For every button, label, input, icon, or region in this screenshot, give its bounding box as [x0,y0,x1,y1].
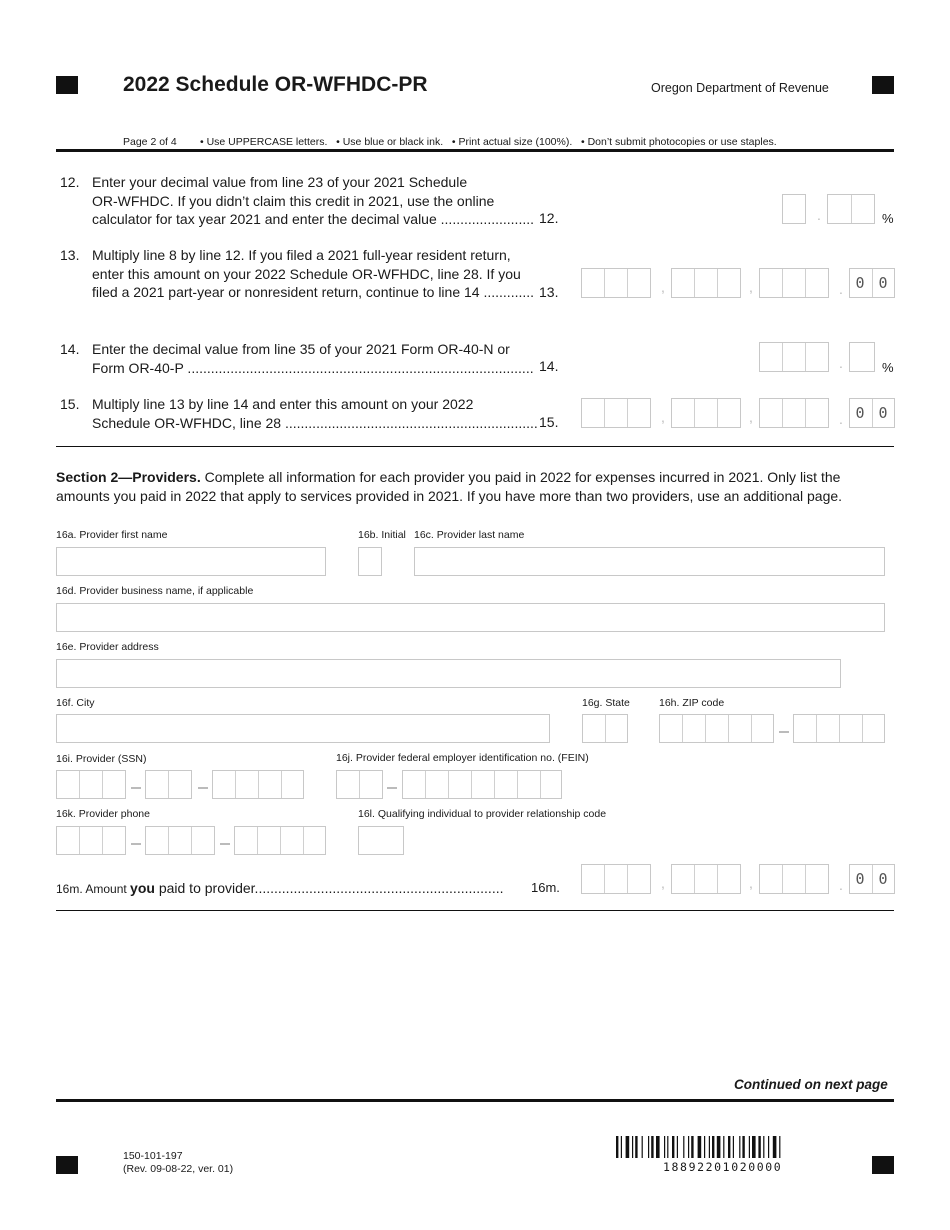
line-text: Schedule OR-WFHDC, line 28 ................................................................. [92,414,538,431]
cents-digit: 0 [878,274,888,292]
fein-part-2[interactable] [402,770,562,799]
line-16m-prefix: 16m. Amount [56,882,131,896]
registration-mark [56,1156,78,1174]
field-label-16g: 16g. State [582,697,630,709]
line-text: filed a 2021 part-year or nonresident return, continue to line 14 ............. [92,284,535,300]
ssn-part-1[interactable] [56,770,126,799]
line-14 [60,340,580,380]
field-label-16d: 16d. Provider business name, if applicable [56,585,254,597]
line-number: 13. [60,247,80,263]
field-label-16c: 16c. Provider last name [414,529,525,541]
section-2-intro [56,468,896,506]
registration-mark [872,76,894,94]
field-label-16h: 16h. ZIP code [659,697,725,709]
line-text: Enter the decimal value from line 35 of your 2021 Form OR-40-N or [92,341,510,357]
line-number: 15. [60,396,80,412]
line-text: Enter your decimal value from line 23 of your 2021 Schedule [92,174,468,190]
ssn-part-2[interactable] [145,770,192,799]
city-input[interactable] [56,714,550,743]
line-16m-ref: 16m. [531,880,560,895]
line-text: Multiply line 8 by line 12. If you filed a 2021 full-year resident return, [92,247,511,263]
dash [131,843,141,845]
fein-part-1[interactable] [336,770,383,799]
line-text: Form OR-40-P ......................................................................................... [92,359,534,376]
provider-initial-input[interactable] [358,547,382,576]
zip-code-input[interactable] [659,714,774,743]
percent-sign: % [882,211,894,226]
section-divider [56,446,894,447]
field-label-16k: 16k. Provider phone [56,808,150,820]
phone-line[interactable] [234,826,326,855]
form-number: 150-101-197 [123,1150,183,1162]
provider-first-name-input[interactable] [56,547,326,576]
state-input[interactable] [582,714,628,743]
cents-digit: 0 [878,870,888,888]
field-label-16a: 16a. Provider first name [56,529,168,541]
field-label-16j: 16j. Provider federal employer identification no. (FEIN) [336,752,589,764]
dash [779,731,789,733]
line-12 [60,173,580,233]
section-2-text: Complete all information for each provider you paid in 2022 for expenses incurred in 2021. Only list the amounts you paid in 2022 that apply to services provided in 2021. If you have more than two providers, use an additional page. [56,469,843,504]
field-label-16f: 16f. City [56,697,95,709]
thousands-box[interactable] [671,864,741,894]
millions-box[interactable] [581,268,651,298]
line-12-ref: 12. [539,210,559,226]
line-15 [60,395,580,435]
line-16m-suffix: paid to provider................................................................ [154,880,504,896]
line-14-decimal-box[interactable] [849,342,875,372]
footer-rule [56,1099,894,1102]
ssn-part-3[interactable] [212,770,304,799]
relationship-code-input[interactable] [358,826,404,855]
percent-sign: % [882,360,894,375]
cents-digit: 0 [855,274,865,292]
line-12-decimal-box[interactable] [827,194,875,224]
field-label-16e: 16e. Provider address [56,641,159,653]
form-revision: (Rev. 09-08-22, ver. 01) [123,1163,234,1175]
provider-business-name-input[interactable] [56,603,885,632]
barcode-number: 18892201020000 [663,1160,783,1174]
decimal-point: . [817,207,821,223]
continued-note: Continued on next page [734,1077,888,1092]
phone-prefix[interactable] [145,826,215,855]
field-label-16i: 16i. Provider (SSN) [56,753,147,765]
hundreds-box[interactable] [759,268,829,298]
line-15-ref: 15. [539,414,559,430]
field-label-16b: 16b. Initial [358,529,406,541]
line-text: Multiply line 13 by line 14 and enter this amount on your 2022 [92,396,474,412]
form-title: 2022 Schedule OR-WFHDC-PR [123,73,428,96]
line-13-ref: 13. [539,284,559,300]
registration-mark [872,1156,894,1174]
line-text: calculator for tax year 2021 and enter the decimal value ........................ [92,211,534,227]
provider-last-name-input[interactable] [414,547,885,576]
millions-box[interactable] [581,864,651,894]
line-14-ref: 14. [539,358,559,374]
phone-area-code[interactable] [56,826,126,855]
cents-digit: 0 [855,870,865,888]
registration-mark [56,76,78,94]
thousands-box[interactable] [671,268,741,298]
line-16m-bold: you [130,880,155,896]
barcode [616,1136,828,1158]
form-instructions: • Use UPPERCASE letters. • Use blue or black ink. • Print actual size (100%). • Don’t submit photocopies or use staples. [200,136,777,148]
section-2-heading: Section 2—Providers. [56,469,201,485]
line-14-integer-box[interactable] [759,342,829,372]
provider-address-input[interactable] [56,659,841,688]
dash [198,787,208,789]
section-divider [56,910,894,911]
cents-digit: 0 [855,404,865,422]
hundreds-box[interactable] [759,864,829,894]
dash [220,843,230,845]
line-number: 14. [60,341,80,357]
line-12-integer-box[interactable] [782,194,806,224]
dash [131,787,141,789]
thousands-box[interactable] [671,398,741,428]
line-number: 12. [60,174,80,190]
dash [387,787,397,789]
page-number: Page 2 of 4 [123,136,177,148]
line-13 [60,246,580,306]
zip-extension-input[interactable] [793,714,885,743]
line-text: enter this amount on your 2022 Schedule OR-WFHDC, line 28. If you [92,265,521,282]
header-rule [56,149,894,152]
line-text: OR-WFHDC. If you didn’t claim this credit in 2021, use the online [92,192,495,209]
hundreds-box[interactable] [759,398,829,428]
line-16m-label [56,880,504,896]
millions-box[interactable] [581,398,651,428]
cents-digit: 0 [878,404,888,422]
department-name: Oregon Department of Revenue [651,81,829,95]
field-label-16l: 16l. Qualifying individual to provider relationship code [358,808,607,820]
